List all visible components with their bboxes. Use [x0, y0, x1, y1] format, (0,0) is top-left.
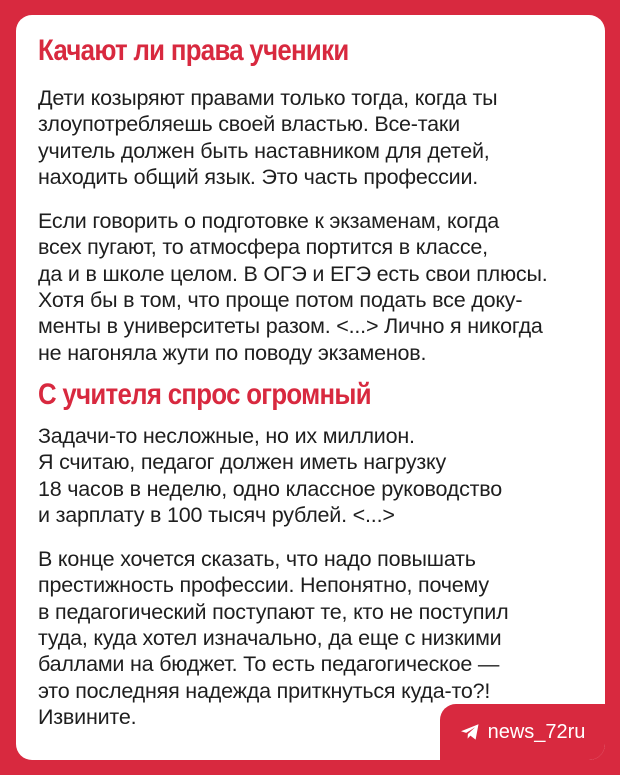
text-line: в педагогический поступают те, кто не поступил	[38, 599, 509, 624]
text-line: злоупотребляешь своей властью. Все-таки	[38, 112, 460, 137]
channel-name[interactable]: news_72ru	[487, 720, 586, 743]
text-line: и зарплату в 100 тысяч рублей. <...>	[38, 502, 395, 527]
text-line: да и в школе целом. В ОГЭ и ЕГЭ есть свои плюсы.	[38, 261, 548, 286]
telegram-icon	[460, 723, 480, 741]
text-line: туда, куда хотел изначально, да еще с низкими	[38, 626, 502, 651]
text-line: всех пугают, то атмосфера портится в классе,	[38, 235, 488, 260]
section-heading-demand: С учителя спрос огромный	[38, 377, 371, 411]
channel-badge[interactable]	[440, 704, 605, 760]
text-line: Если говорить о подготовке к экзаменам, когда	[38, 209, 499, 234]
text-line: В конце хочется сказать, что надо повышать	[38, 547, 476, 572]
section-heading-rights: Качают ли права ученики	[38, 34, 349, 67]
text-line: учитель должен быть наставником для детей,	[38, 138, 490, 163]
text-line: Хотя бы в том, что проще потом подать все доку-	[38, 288, 523, 313]
text-line: находить общий язык. Это часть профессии.	[38, 164, 479, 189]
paragraph-demand-2	[38, 546, 587, 730]
text-line: Я считаю, педагог должен иметь нагрузку	[38, 450, 447, 475]
text-line: не нагоняла жути по поводу экзаменов.	[38, 340, 427, 365]
text-line: это последняя надежда приткнуться куда-то?!	[38, 678, 491, 703]
text-line: Дети козыряют правами только тогда, когда ты	[38, 86, 498, 110]
content-card	[16, 15, 605, 760]
paragraph-rights-1	[38, 85, 587, 190]
text-line: 18 часов в неделю, одно классное руководство	[38, 476, 503, 501]
text-line: Извините.	[38, 704, 137, 729]
text-line: Задачи-то несложные, но их миллион.	[38, 423, 415, 448]
text-line: баллами на бюджет. То есть педагогическое —	[38, 652, 500, 677]
paragraph-rights-2	[38, 208, 587, 366]
text-line: менты в университеты разом. <...> Лично я никогда	[38, 314, 543, 339]
paragraph-demand-1	[38, 423, 587, 528]
text-line: престижность профессии. Непонятно, почему	[38, 573, 489, 598]
